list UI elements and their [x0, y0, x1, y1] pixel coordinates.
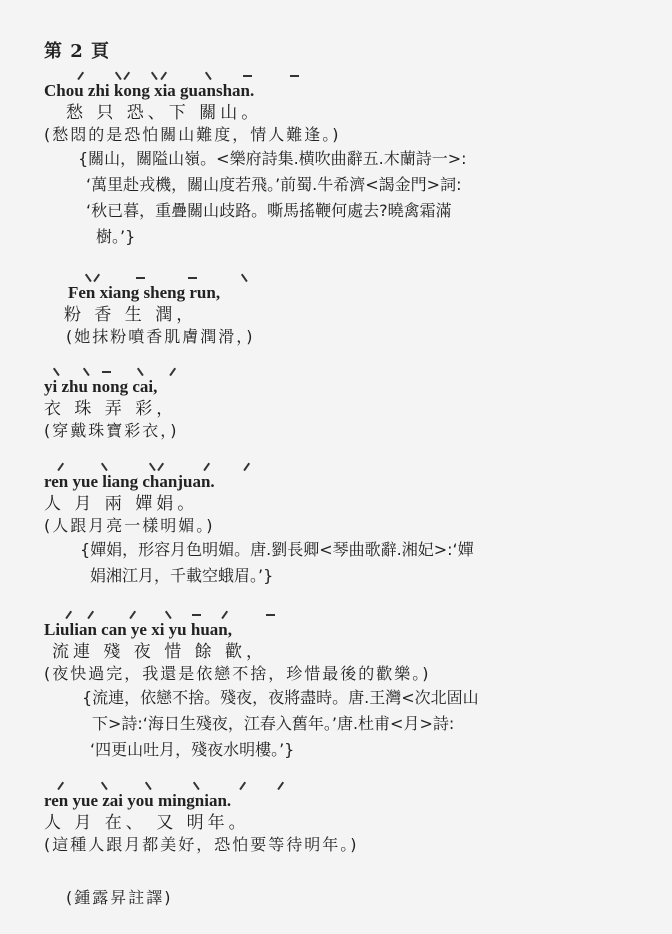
tone-mark [145, 782, 151, 790]
translation-line [44, 124, 644, 146]
note-line: ‘秋已暮，重疊關山歧路。嘶馬搖鞭何處去?曉禽霜滿 [86, 201, 452, 220]
tone-mark [101, 463, 107, 471]
tone-mark [243, 75, 252, 77]
tone-mark [115, 72, 121, 80]
chinese-line: 粉 香 生 潤， [64, 305, 198, 325]
tone-mark [266, 614, 275, 616]
tone-mark [53, 368, 59, 376]
pinyin-text: ren yue zai you mingnian. [44, 791, 232, 810]
tone-mark [149, 463, 155, 471]
pinyin-text: yi zhu nong cai, [44, 377, 158, 396]
annotation-note [44, 537, 644, 589]
tone-mark [136, 277, 145, 279]
tone-mark [101, 782, 107, 790]
chinese-line: 衣 珠 弄 彩， [44, 399, 178, 419]
tone-mark [157, 463, 163, 471]
tone-mark [83, 368, 89, 376]
tone-mark [65, 611, 71, 619]
translation-text: (她抹粉噴香肌膚潤滑，) [66, 327, 255, 346]
note-line: 下>詩:‘海日生殘夜，江春入舊年。’唐.杜甫<月>詩: [92, 714, 455, 733]
tone-mark [205, 72, 211, 80]
pinyin-line [44, 282, 644, 304]
annotation-note [44, 146, 644, 250]
tone-mark [102, 371, 111, 373]
translation-line [44, 326, 644, 348]
translation-text: (這種人跟月都美好，恐怕要等待明年。) [44, 835, 359, 854]
tone-mark [188, 277, 197, 279]
tone-mark [85, 274, 91, 282]
chinese-line: 流連 殘 夜 惜 餘 歡， [52, 642, 268, 662]
tone-mark [221, 611, 227, 619]
pinyin-line [44, 376, 644, 398]
tone-mark [203, 463, 209, 471]
translation-line [44, 515, 644, 537]
pinyin-text: Chou zhi kong xia guanshan. [44, 81, 255, 100]
pinyin-text: Fen xiang sheng run, [68, 283, 221, 302]
tone-mark [57, 782, 63, 790]
tone-mark [277, 782, 283, 790]
stanza-6 [44, 780, 644, 856]
tone-mark [77, 72, 83, 80]
tone-mark [169, 368, 175, 376]
tone-mark [123, 72, 129, 80]
tone-mark [290, 75, 299, 77]
tone-mark [193, 782, 199, 790]
tone-mark [151, 72, 157, 80]
tone-mark [129, 611, 135, 619]
tone-mark [93, 274, 99, 282]
pinyin-line [44, 790, 644, 812]
pinyin-line [44, 619, 644, 641]
tone-mark [57, 463, 63, 471]
pinyin-text: Liulian can ye xi yu huan, [44, 620, 233, 639]
tone-mark [243, 463, 249, 471]
pinyin-text: ren yue liang chanjuan. [44, 472, 215, 491]
translation-text: (愁悶的是恐怕關山難度，情人難逢。) [44, 125, 341, 144]
translation-line [44, 420, 644, 442]
tone-mark [137, 368, 143, 376]
tone-mark [160, 72, 166, 80]
stanza-2 [44, 272, 644, 348]
chinese-line: 人 月 在、 又 明年。 [44, 813, 250, 833]
tone-mark [239, 782, 245, 790]
stanza-1 [44, 70, 644, 250]
translation-text: (夜快過完，我還是依戀不捨，珍惜最後的歡樂。) [44, 664, 431, 683]
note-line: {流連，依戀不捨。殘夜，夜將盡時。唐.王灣<次北固山 [82, 688, 479, 707]
stanza-4 [44, 461, 644, 589]
stanza-3 [44, 366, 644, 442]
tone-mark [87, 611, 93, 619]
page-number: 第 2 頁 [44, 41, 111, 62]
note-line: 樹。’} [96, 227, 136, 246]
annotation-note [44, 685, 644, 763]
note-line: ‘萬里赴戎機，關山度若飛。’前蜀.牛希濟<謁金門>詞: [86, 175, 462, 194]
pinyin-line [44, 471, 644, 493]
note-line: ‘四更山吐月，殘夜水明樓。’} [90, 740, 295, 759]
tone-mark [192, 614, 201, 616]
translation-line [44, 834, 644, 856]
tone-mark [241, 274, 247, 282]
translation-text: (人跟月亮一樣明媚。) [44, 516, 215, 535]
note-line: {關山，關隘山嶺。<樂府詩集.横吹曲辭五.木蘭詩一>: [78, 149, 467, 168]
stanza-5 [44, 609, 644, 763]
chinese-line: 愁 只 恐、下 關山。 [66, 103, 263, 123]
translation-line [44, 663, 644, 685]
note-line: {嬋娟，形容月色明媚。唐.劉長卿<琴曲歌辭.湘妃>:‘嬋 [80, 540, 474, 559]
tone-mark [165, 611, 171, 619]
pinyin-line [44, 80, 644, 102]
translator-credit: (鍾露昇註譯) [66, 888, 173, 907]
note-line: 娟湘江月，千載空蛾眉。’} [90, 566, 274, 585]
chinese-line: 人 月 兩 嬋娟。 [44, 494, 199, 514]
translation-text: (穿戴珠寶彩衣，) [44, 421, 179, 440]
